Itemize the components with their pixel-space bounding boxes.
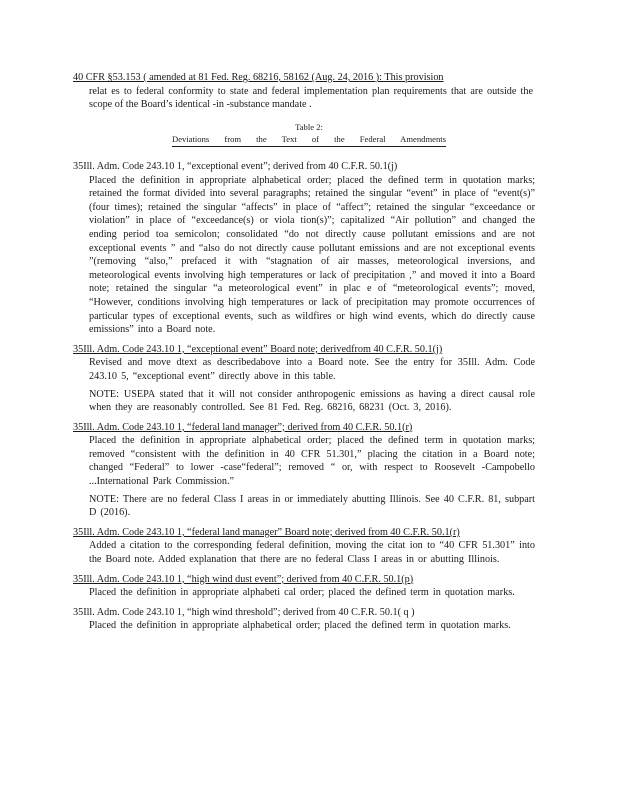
entry-body: Placed the definition in appropriate alphabeti cal order; placed the defined term in quotation marks. <box>89 587 515 599</box>
entry-body: Placed the definition in appropriate alphabetical order; placed the defined term in quotation marks; retained the format divided into several paragraphs; retained the singular “event” in place of “event(s)” (four times); retained the singular “affects” in place of “affect”; retained the singular “exceedance or violation” in place of “exceedance(s) or viola tion(s)”; capitalized “Air pollution” and changed the ending period toa semicolon; consolidated “do not directly cause pollutant emissions and are not exceptional events ” and “also do not directly cause pollutant emissions and are not exceptional events ”(removing “also,” prefaced it with “stagnation of air masses, meteorological inversions, and meteorological events involving high temperatures or lack of precipitation ,” and moved it into a Board note; retained the singular “a meteorological event” in plac e of “meteorological events”; moved, “However, conditions involving high temperatures or lack of precipitation may promote occurrences of particular types of exceptional events, such as wildfires or high wind events, which do directly cause emissions” into a Board note. <box>89 174 535 336</box>
table-number: Table 2: <box>295 122 323 132</box>
table-row <box>73 526 535 567</box>
top-entry-heading: 40 CFR §53.153 ( amended at 81 Fed. Reg. 68216, 58162 (Aug. 24, 2016 ): This provision <box>73 72 444 83</box>
top-entry-continuation: relat es to federal conformity to state and federal implementation plan requirements that are outside the scope of the Board’s identical -in -substance mandate . <box>89 85 533 111</box>
entry-heading: 35Ill. Adm. Code 243.10 1, “high wind threshold”; derived from 40 C.F.R. 50.1( q ) <box>73 606 415 618</box>
entry-note: NOTE: USEPA stated that it will not consider anthropogenic emissions as having a direct causal role when they are reasonably controlled. See 81 Fed. Reg. 68216, 68231 (Oct. 3, 2016). <box>89 388 535 414</box>
table-row <box>73 573 535 600</box>
entry-heading: 35Ill. Adm. Code 243.10 1, “federal land manager”; derived from 40 C.F.R. 50.1(r) <box>73 421 413 433</box>
table-title <box>172 121 446 147</box>
table-row <box>73 421 535 520</box>
entry-heading: 35Ill. Adm. Code 243.10 1, “exceptional event” Board note; derivedfrom 40 C.F.R. 50.1(j) <box>73 343 443 355</box>
table-row <box>73 606 535 633</box>
entry-heading: 35Ill. Adm. Code 243.10 1, “exceptional event”; derived from 40 C.F.R. 50.1(j) <box>73 161 398 172</box>
entry-body: Added a citation to the corresponding federal definition, moving the citat ion to “40 CFR 51.301” into the Board note. Added explanation that there are no federal Class I areas in or abutting Illinois. <box>89 540 535 566</box>
entry-body: Revised and move dtext as describedabove into a Board note. See the entry for 35Ill. Adm. Code 243.10 5, “exceptional event” directly above in this table. <box>89 357 535 382</box>
deviation-entries <box>73 160 535 639</box>
entry-heading: 35Ill. Adm. Code 243.10 1, “high wind dust event”; derived from 40 C.F.R. 50.1(p) <box>73 573 414 585</box>
entry-heading: 35Ill. Adm. Code 243.10 1, “federal land manager” Board note; derived from 40 C.F.R. 50.1(r) <box>73 526 460 538</box>
entry-body: Placed the definition in appropriate alphabetical order; placed the defined term in quotation marks; removed “consistent with the definition in 40 CFR 51.301,” placing the citation in a Board note; changed “Federal” to lower -case“federal”; removed “ or, with respect to Roosevelt -Campobello ...International Park Commission.” <box>89 435 535 488</box>
table-row <box>73 160 535 337</box>
table-caption: Deviations from the Text of the Federal Amendments <box>172 133 446 147</box>
entry-note: NOTE: There are no federal Class I areas in or immediately abutting Illinois. See 40 C.F.R. 81, subpart D (2016). <box>89 493 535 519</box>
top-entry <box>73 71 533 112</box>
table-row <box>73 343 535 415</box>
entry-body: Placed the definition in appropriate alphabetical order; placed the defined term in quotation marks. <box>89 620 511 632</box>
